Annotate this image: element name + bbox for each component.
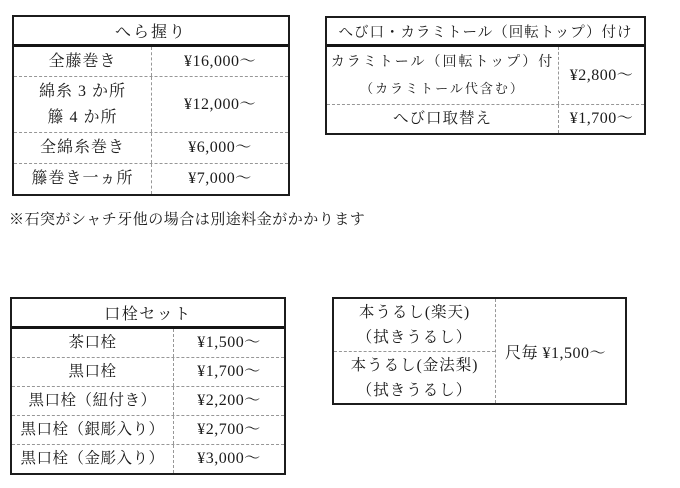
item-label: 黒口栓（銀彫入り） [12, 416, 174, 444]
surcharge-note: ※石突がシャチ牙他の場合は別途料金がかかります [9, 212, 366, 228]
table-row [12, 386, 284, 415]
table-row [327, 47, 644, 104]
item-label-line1: カラミトール（回転トップ）付 [330, 54, 555, 70]
price-table-hera-grip [12, 15, 290, 196]
price-table-kuchisen [10, 297, 286, 475]
item-price: ¥6,000～ [188, 139, 252, 156]
item-label: 黒口栓（金彫入り） [12, 445, 174, 473]
table-row [14, 132, 288, 163]
item-price: ¥2,200～ [197, 392, 261, 409]
item-label-line1: 本うるし(金法梨) [350, 356, 479, 374]
table-row [12, 329, 284, 357]
item-label-line2: （拭きうるし） [356, 329, 473, 346]
item-price: ¥1,500～ [197, 334, 261, 351]
item-label-line2: （カラミトール代含む） [360, 80, 525, 96]
item-label [334, 299, 495, 351]
table-row [12, 415, 284, 444]
table-row [12, 357, 284, 386]
item-price: ¥1,700～ [569, 110, 634, 127]
item-price: ¥2,800～ [569, 66, 634, 84]
table-row [12, 444, 284, 473]
table-title: 口栓セット [12, 299, 284, 329]
item-label: へび口取替え [327, 105, 559, 133]
item-label-line2: （拭きうるし） [356, 381, 473, 399]
item-price: ¥2,700～ [197, 421, 261, 438]
item-label [327, 47, 559, 104]
table-body [14, 47, 288, 194]
urushi-type-column [334, 299, 495, 403]
item-price: ¥12,000～ [183, 95, 256, 113]
item-price: ¥1,700～ [197, 363, 261, 380]
item-price: ¥16,000～ [183, 52, 256, 70]
item-label: 黒口栓 [12, 358, 174, 386]
table-title: へら握り [14, 17, 288, 47]
table-title: へび口・カラミトール（回転トップ）付け [327, 18, 644, 47]
table-body [327, 47, 644, 133]
item-label-line1: 本うるし(楽天) [358, 304, 471, 321]
item-price: ¥3,000～ [197, 450, 261, 467]
table-row [14, 76, 288, 132]
table-body [12, 329, 284, 473]
price-table-urushi [332, 297, 627, 405]
item-label: 黒口栓（紐付き） [12, 387, 174, 415]
item-price: 尺毎 ¥1,500～ [495, 299, 625, 403]
item-label: 全藤巻き [14, 47, 152, 76]
item-label: 籐巻き一ヵ所 [14, 164, 152, 194]
item-label-line1: 綿糸 3 か所 [38, 82, 126, 100]
item-label [334, 351, 495, 403]
table-row [14, 163, 288, 194]
table-row [14, 47, 288, 76]
table-row [327, 104, 644, 133]
item-label-line2: 籐 4 か所 [47, 108, 118, 126]
item-label: 茶口栓 [12, 329, 174, 357]
price-table-hebiguchi [325, 16, 646, 135]
item-label [14, 77, 152, 132]
item-label: 全綿糸巻き [14, 133, 152, 163]
item-price: ¥7,000～ [188, 170, 252, 187]
